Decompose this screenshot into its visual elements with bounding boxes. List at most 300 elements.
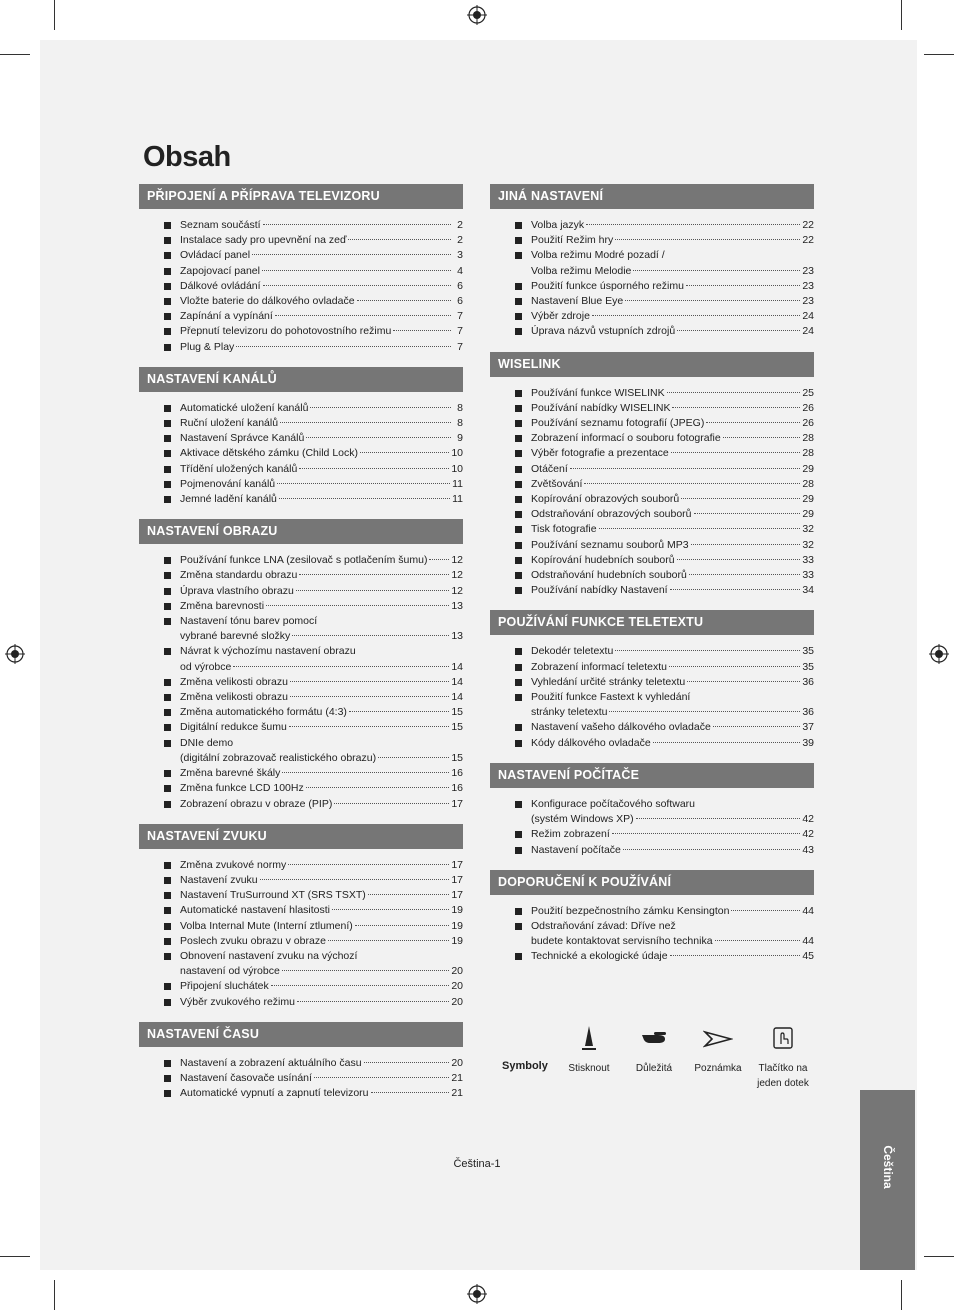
dot-leader [306, 787, 450, 788]
toc-entry[interactable] [514, 797, 814, 827]
toc-entry-title: Automatické uložení kanálů [180, 401, 309, 414]
toc-entry-line [180, 279, 463, 294]
toc-entry[interactable] [163, 644, 463, 674]
toc-page-number: 15 [451, 721, 463, 734]
toc-entry-title: Nastavení Blue Eye [531, 295, 624, 308]
toc-list [490, 788, 814, 870]
toc-page-number: 29 [802, 462, 814, 475]
toc-entry-title-line: Návrat k výchozímu nastavení obrazu [180, 645, 356, 658]
toc-entry-title: Použití Režim hry [531, 234, 614, 247]
toc-page-number: 39 [802, 736, 814, 749]
toc-entry-title: Nastavení vašeho dálkového ovladače [531, 721, 711, 734]
toc-entry[interactable] [514, 583, 814, 598]
crop-mark [0, 54, 30, 55]
dot-leader [314, 1077, 449, 1078]
toc-entry[interactable] [163, 309, 463, 324]
toc-entry-title: Technické a ekologické údaje [531, 950, 668, 963]
toc-entry-title: Instalace sady pro upevnění na zeď [180, 234, 347, 247]
toc-entry[interactable] [514, 218, 814, 233]
dot-leader [310, 407, 451, 408]
toc-entry[interactable] [163, 462, 463, 477]
dot-leader [615, 650, 800, 651]
toc-entry-title: Dálkové ovládání [180, 279, 261, 292]
dot-leader [328, 940, 449, 941]
dot-leader [669, 666, 800, 667]
toc-page-number: 24 [802, 325, 814, 338]
toc-section [139, 824, 463, 1022]
dot-leader [334, 803, 449, 804]
toc-section [490, 184, 814, 352]
toc-entry[interactable] [163, 401, 463, 416]
toc-entry-title: Používání seznamu fotografií (JPEG) [531, 417, 705, 430]
toc-page-number: 33 [802, 553, 814, 566]
toc-entry-title: budete kontaktovat servisního technika [531, 935, 713, 948]
toc-entry[interactable] [514, 827, 814, 842]
toc-entry-title: (systém Windows XP) [531, 813, 634, 826]
section-heading: JINÁ NASTAVENÍ [490, 184, 814, 209]
toc-entry[interactable] [163, 690, 463, 705]
toc-entry-line [531, 934, 814, 949]
toc-entry[interactable] [163, 294, 463, 309]
dot-leader [263, 285, 451, 286]
toc-entry[interactable] [514, 904, 814, 919]
toc-entry[interactable] [163, 797, 463, 812]
toc-entry-title: Odstraňování obrazových souborů [531, 508, 692, 521]
dot-leader [670, 589, 801, 590]
toc-list [490, 209, 814, 352]
dot-leader [677, 559, 801, 560]
toc-entry-line [531, 644, 814, 659]
dot-leader [282, 772, 449, 773]
toc-entry[interactable] [163, 340, 463, 355]
toc-page-number: 29 [802, 493, 814, 506]
toc-entry-title: Nastavení časovače usínání [180, 1071, 312, 1084]
toc-page-number: 25 [802, 386, 814, 399]
toc-entry-title: Připojení sluchátek [180, 980, 269, 993]
dot-leader [429, 559, 449, 560]
section-heading: WISELINK [490, 352, 814, 377]
toc-entry[interactable] [163, 248, 463, 263]
registration-mark-icon [467, 5, 487, 25]
dot-leader [275, 315, 451, 316]
toc-page-number: 19 [451, 934, 463, 947]
toc-page-number: 10 [451, 462, 463, 475]
toc-entry-line [180, 324, 463, 339]
toc-entry[interactable] [514, 431, 814, 446]
section-heading: PŘIPOJENÍ A PŘÍPRAVA TELEVIZORU [139, 184, 463, 209]
toc-entry[interactable] [163, 264, 463, 279]
dot-leader [292, 635, 449, 636]
toc-entry-line [180, 766, 463, 781]
toc-entry-title: Používání funkce LNA (zesilovač s potlačením šumu) [180, 554, 428, 567]
toc-entry-line [180, 979, 463, 994]
toc-entry-line [531, 583, 814, 598]
toc-entry-title: Ovládací panel [180, 249, 251, 262]
press-icon [579, 1024, 599, 1052]
toc-entry-line [531, 538, 814, 553]
symbol-label: Důležitá [635, 1063, 673, 1074]
toc-entry-line [180, 218, 463, 233]
toc-entry[interactable] [514, 233, 814, 248]
symbol-label: Stisknout [568, 1063, 610, 1074]
toc-entry-title: Odstraňování hudebních souborů [531, 569, 687, 582]
toc-entry-line [180, 599, 463, 614]
toc-entry-line [180, 934, 463, 949]
toc-entry-line [531, 386, 814, 401]
dot-leader [260, 879, 450, 880]
toc-entry-title: Nastavení zvuku [180, 873, 258, 886]
symbols-legend [492, 1024, 822, 1104]
toc-entry-title: nastavení od výrobce [180, 965, 280, 978]
toc-entry[interactable] [163, 720, 463, 735]
toc-page-number: 35 [802, 660, 814, 673]
toc-entry[interactable] [163, 492, 463, 507]
toc-page-number: 13 [451, 630, 463, 643]
toc-entry-line [531, 675, 814, 690]
dot-leader [393, 330, 451, 331]
toc-entry-line [180, 248, 463, 263]
toc-entry-line [531, 416, 814, 431]
toc-entry[interactable] [163, 888, 463, 903]
dot-leader [586, 224, 800, 225]
toc-entry-title: (digitální zobrazovač realistického obrazu) [180, 751, 377, 764]
dot-leader [584, 483, 800, 484]
toc-entry-title: Výběr zvukového režimu [180, 995, 295, 1008]
toc-page-number: 36 [802, 706, 814, 719]
toc-entry-title: Zobrazení informací o souboru fotografie [531, 432, 721, 445]
toc-entry-line [531, 233, 814, 248]
dot-leader [332, 909, 449, 910]
toc-entry-title: Režim zobrazení [531, 828, 610, 841]
toc-entry[interactable] [163, 568, 463, 583]
section-heading: NASTAVENÍ ČASU [139, 1022, 463, 1047]
toc-page-number: 4 [457, 264, 463, 277]
toc-entry[interactable] [514, 309, 814, 324]
toc-entry-title: Automatické vypnutí a zapnutí televizoru [180, 1087, 369, 1100]
toc-entry-line [180, 919, 463, 934]
toc-entry[interactable] [514, 386, 814, 401]
dot-leader [615, 239, 800, 240]
toc-entry[interactable] [163, 705, 463, 720]
toc-entry-title-line: DNIe demo [180, 736, 234, 749]
dot-leader [289, 726, 450, 727]
toc-entry-title-line: Použití funkce Fastext k vyhledání [531, 691, 691, 704]
toc-page-number: 19 [451, 919, 463, 932]
dot-leader [612, 833, 801, 834]
symbol-important [630, 1024, 678, 1076]
toc-entry[interactable] [514, 522, 814, 537]
symbols-label: Symboly [502, 1060, 548, 1072]
toc-entry-title: Vložte baterie do dálkového ovladače [180, 295, 355, 308]
dot-leader [296, 590, 449, 591]
toc-page-number: 11 [452, 493, 463, 506]
toc-entry[interactable] [163, 431, 463, 446]
toc-page-number: 12 [451, 554, 463, 567]
dot-leader [371, 1092, 450, 1093]
toc-entry[interactable] [163, 934, 463, 949]
dot-leader [233, 666, 449, 667]
toc-page-number: 42 [802, 813, 814, 826]
one-touch-button-icon [772, 1024, 794, 1052]
toc-entry[interactable] [514, 644, 814, 659]
toc-entry-title: Dekodér teletextu [531, 645, 614, 658]
toc-entry[interactable] [514, 675, 814, 690]
toc-entry-line [531, 507, 814, 522]
toc-entry-line [180, 1071, 463, 1086]
toc-entry[interactable] [163, 584, 463, 599]
toc-entry[interactable] [163, 1071, 463, 1086]
dot-leader [252, 254, 451, 255]
toc-page-number: 42 [802, 828, 814, 841]
toc-entry[interactable] [514, 401, 814, 416]
toc-page-number: 24 [802, 310, 814, 323]
toc-entry[interactable] [163, 1086, 463, 1101]
dot-leader [633, 270, 800, 271]
toc-page-number: 32 [802, 523, 814, 536]
toc-entry-line [531, 812, 814, 827]
toc-page-number: 17 [451, 889, 463, 902]
toc-entry-title: Zobrazení obrazu v obraze (PIP) [180, 797, 333, 810]
toc-entry-line [531, 446, 814, 461]
toc-page-number: 36 [802, 675, 814, 688]
toc-entry-title: Tisk fotografie [531, 523, 597, 536]
toc-entry-line [531, 401, 814, 416]
toc-entry-title: Vyhledání určité stránky teletextu [531, 675, 686, 688]
toc-page-number: 33 [802, 569, 814, 582]
toc-entry[interactable] [514, 919, 814, 949]
dot-leader [306, 437, 451, 438]
toc-entry-line [531, 218, 814, 233]
toc-page-number: 14 [451, 691, 463, 704]
toc-entry-title: Změna velikosti obrazu [180, 691, 288, 704]
toc-entry-title: Úprava názvů vstupních zdrojů [531, 325, 676, 338]
dot-leader [280, 422, 451, 423]
toc-entry[interactable] [163, 979, 463, 994]
toc-entry-title: Třídění uložených kanálů [180, 462, 298, 475]
toc-entry[interactable] [163, 949, 463, 979]
toc-entry-title: Plug & Play [180, 340, 235, 353]
toc-page-number: 44 [802, 935, 814, 948]
crop-mark [54, 0, 55, 30]
toc-page-number: 7 [457, 310, 463, 323]
toc-entry-title: Změna funkce LCD 100Hz [180, 782, 304, 795]
toc-entry-line [180, 462, 463, 477]
toc-entry-line [531, 660, 814, 675]
toc-entry-title: Použití funkce úsporného režimu [531, 279, 684, 292]
toc-entry[interactable] [514, 843, 814, 858]
toc-entry[interactable] [514, 477, 814, 492]
toc-entry-line [180, 553, 463, 568]
toc-page-number: 6 [457, 279, 463, 292]
toc-entry[interactable] [163, 614, 463, 644]
toc-entry[interactable] [514, 538, 814, 553]
toc-entry[interactable] [163, 781, 463, 796]
toc-entry[interactable] [514, 507, 814, 522]
dot-leader [723, 437, 801, 438]
crop-mark [901, 1280, 902, 1310]
toc-entry[interactable] [514, 690, 814, 720]
dot-leader [715, 940, 801, 941]
toc-entry-title: Změna barevné škály [180, 767, 281, 780]
toc-entry-line [180, 858, 463, 873]
toc-page-number: 16 [451, 767, 463, 780]
toc-entry-line [531, 279, 814, 294]
toc-entry-title: Změna zvukové normy [180, 858, 287, 871]
toc-entry[interactable] [163, 736, 463, 766]
toc-entry-line [180, 340, 463, 355]
dot-leader [355, 925, 450, 926]
toc-entry-line [180, 797, 463, 812]
important-icon [640, 1024, 668, 1052]
toc-entry[interactable] [514, 446, 814, 461]
toc-page-number: 17 [451, 873, 463, 886]
right-column [490, 184, 814, 977]
toc-entry[interactable] [514, 492, 814, 507]
dot-leader [282, 970, 450, 971]
dot-leader [348, 239, 451, 240]
toc-entry-line [531, 492, 814, 507]
toc-entry-title: od výrobce [180, 660, 232, 673]
toc-page-number: 6 [457, 295, 463, 308]
toc-entry[interactable] [163, 599, 463, 614]
registration-mark-icon [929, 644, 949, 664]
toc-entry-line [180, 964, 463, 979]
toc-entry[interactable] [514, 949, 814, 964]
toc-entry[interactable] [163, 324, 463, 339]
toc-page-number: 2 [457, 234, 463, 247]
section-heading: DOPORUČENÍ K POUŽÍVÁNÍ [490, 870, 814, 895]
toc-entry[interactable] [514, 324, 814, 339]
dot-leader [731, 910, 800, 911]
toc-entry-line [531, 294, 814, 309]
toc-entry-title: Aktivace dětského zámku (Child Lock) [180, 447, 358, 460]
toc-entry-line [531, 568, 814, 583]
toc-page-number: 23 [802, 295, 814, 308]
toc-entry-title: Nastavení TruSurround XT (SRS TSXT) [180, 889, 366, 902]
toc-entry[interactable] [514, 553, 814, 568]
toc-entry-title: Jemné ladění kanálů [180, 493, 277, 506]
toc-entry-title: Změna standardu obrazu [180, 569, 298, 582]
dot-leader [671, 452, 801, 453]
dot-leader [262, 270, 451, 271]
toc-entry[interactable] [163, 873, 463, 888]
toc-entry-line [531, 324, 814, 339]
toc-entry[interactable] [514, 416, 814, 431]
toc-entry-title: Automatické nastavení hlasitosti [180, 904, 330, 917]
language-side-tab-label: Čeština [880, 1145, 895, 1189]
toc-entry[interactable] [514, 660, 814, 675]
toc-list [139, 392, 463, 519]
toc-section [139, 1022, 463, 1114]
toc-entry-title: Zvětšování [531, 477, 583, 490]
dot-leader [636, 818, 801, 819]
toc-entry[interactable] [163, 675, 463, 690]
dot-leader [694, 513, 801, 514]
left-column [139, 184, 463, 1113]
toc-entry[interactable] [163, 477, 463, 492]
toc-page-number: 23 [802, 279, 814, 292]
dot-leader [290, 696, 449, 697]
toc-page-number: 22 [802, 234, 814, 247]
toc-entry-line [180, 309, 463, 324]
toc-entry[interactable] [514, 248, 814, 278]
toc-entry-title: Používání funkce WISELINK [531, 386, 665, 399]
page-title: Obsah [143, 141, 231, 173]
toc-page-number: 12 [451, 584, 463, 597]
dot-leader [686, 285, 800, 286]
toc-section [490, 763, 814, 870]
toc-page-number: 17 [451, 858, 463, 871]
dot-leader [266, 605, 449, 606]
toc-entry[interactable] [514, 736, 814, 751]
toc-entry[interactable] [514, 720, 814, 735]
toc-entry[interactable] [163, 919, 463, 934]
toc-entry-title: Otáčení [531, 462, 568, 475]
toc-entry[interactable] [514, 294, 814, 309]
dot-leader [687, 681, 800, 682]
toc-page-number: 29 [802, 508, 814, 521]
dot-leader [706, 422, 800, 423]
toc-entry-line [531, 553, 814, 568]
toc-entry[interactable] [163, 1056, 463, 1071]
toc-entry[interactable] [163, 903, 463, 918]
toc-page-number: 19 [451, 904, 463, 917]
toc-entry[interactable] [163, 995, 463, 1010]
dot-leader [297, 1001, 449, 1002]
toc-entry[interactable] [163, 233, 463, 248]
toc-entry-line [180, 660, 463, 675]
toc-entry-title: Pojmenování kanálů [180, 477, 276, 490]
toc-page-number: 11 [452, 477, 463, 490]
toc-entry[interactable] [163, 766, 463, 781]
dot-leader [271, 985, 450, 986]
toc-entry-line [180, 690, 463, 705]
toc-page-number: 23 [802, 264, 814, 277]
toc-page-number: 28 [802, 477, 814, 490]
dot-leader [667, 392, 801, 393]
toc-section [490, 870, 814, 977]
toc-entry[interactable] [163, 416, 463, 431]
toc-entry[interactable] [514, 568, 814, 583]
toc-page-number: 22 [802, 219, 814, 231]
toc-entry-title: Poslech zvuku obrazu v obraze [180, 934, 326, 947]
toc-entry[interactable] [163, 858, 463, 873]
toc-entry-line [180, 873, 463, 888]
toc-page-number: 28 [802, 432, 814, 445]
toc-entry[interactable] [163, 446, 463, 461]
toc-entry-line [531, 720, 814, 735]
toc-entry[interactable] [514, 279, 814, 294]
toc-page-number: 7 [457, 325, 463, 338]
toc-entry-title: Ruční uložení kanálů [180, 417, 279, 430]
section-heading: NASTAVENÍ POČÍTAČE [490, 763, 814, 788]
toc-list [490, 895, 814, 977]
toc-entry[interactable] [163, 553, 463, 568]
toc-page-number: 10 [451, 447, 463, 460]
toc-entry[interactable] [163, 279, 463, 294]
toc-page-number: 28 [802, 447, 814, 460]
toc-entry-line [180, 705, 463, 720]
toc-entry-title: Změna barevnosti [180, 599, 265, 612]
toc-entry-title-line: Konfigurace počítačového softwaru [531, 797, 696, 810]
toc-entry[interactable] [514, 462, 814, 477]
toc-page-number: 14 [451, 660, 463, 673]
dot-leader [623, 849, 800, 850]
toc-entry-line [180, 888, 463, 903]
toc-entry-line [180, 477, 463, 492]
toc-entry-title: vybrané barevné složky [180, 630, 291, 643]
toc-entry[interactable] [163, 218, 463, 233]
